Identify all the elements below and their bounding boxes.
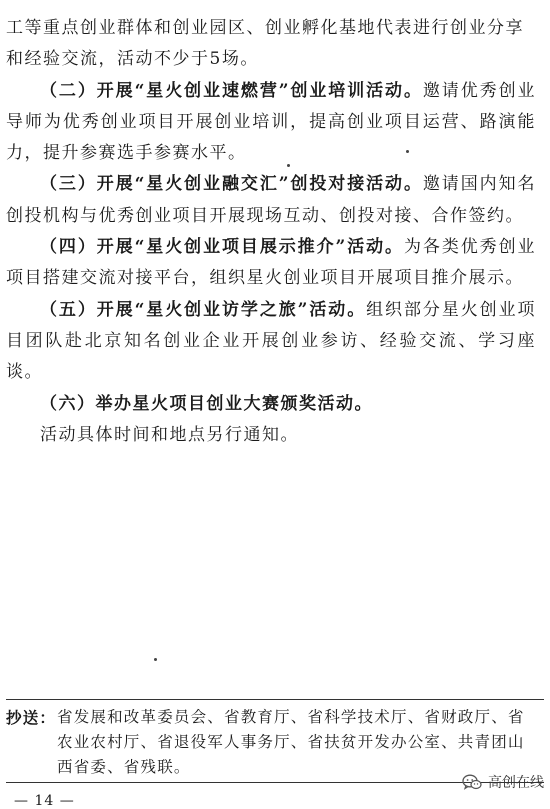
item-6-heading: （六）举办星火项目创业大赛颁奖活动。 <box>40 393 373 414</box>
cc-top-rule <box>6 699 544 700</box>
cc-recipients <box>57 705 546 780</box>
item-2-text: 邀请优秀创业导师为优秀创业项目开展创业培训，提高创业项目运营、路演能力，提升参赛选手参赛水平。 <box>6 80 536 164</box>
document-body <box>6 13 536 451</box>
cc-line: 省发展和改革委员会、省教育厅、省科学技术厅、省财政厅、省 <box>57 708 525 726</box>
scan-speck <box>154 658 157 661</box>
body-line: 工等重点创业群体和创业园区、创业孵化基地代表进行创业分享 <box>6 18 524 38</box>
cc-line: 西省委、省残联。 <box>57 758 191 776</box>
cc-label: 抄送： <box>6 708 57 727</box>
body-line: 和经验交流，活动不少于5场。 <box>6 49 259 70</box>
scan-speck <box>287 164 290 167</box>
item-4-heading: （四）开展“星火创业项目展示推介”活动。 <box>40 237 404 258</box>
item-5-paragraph <box>6 295 536 389</box>
watermark <box>462 772 544 792</box>
page-number: — 14 — <box>14 793 75 809</box>
item-5-text: 组织部分星火创业项目团队赴北京知名创业企业开展创业参访、经验交流、学习座谈。 <box>6 299 537 383</box>
item-4-paragraph <box>6 232 536 295</box>
item-6-paragraph <box>6 389 536 420</box>
item-2-paragraph <box>6 76 536 170</box>
item-4-text: 为各类优秀创业项目搭建交流对接平台，组织星火创业项目开展项目推介展示。 <box>6 237 537 289</box>
cc-block <box>6 705 546 780</box>
item-2-heading: （二）开展“星火创业速燃营”创业培训活动。 <box>40 80 423 101</box>
watermark-text: 高创在线 <box>488 775 544 791</box>
item-5-heading: （五）开展“星火创业访学之旅”活动。 <box>40 299 367 320</box>
scan-speck <box>406 150 409 153</box>
item-3-heading: （三）开展“星火创业融交汇”创投对接活动。 <box>40 174 423 195</box>
item-3-paragraph <box>6 169 536 232</box>
cc-line: 农业农村厅、省退役军人事务厅、省扶贫开发办公室、共青团山 <box>57 733 525 751</box>
wechat-icon <box>462 774 482 791</box>
closing-paragraph: 活动具体时间和地点另行通知。 <box>40 424 299 445</box>
item-3-text: 邀请国内知名创投机构与优秀创业项目开展现场互动、创投对接、合作签约。 <box>6 174 536 226</box>
